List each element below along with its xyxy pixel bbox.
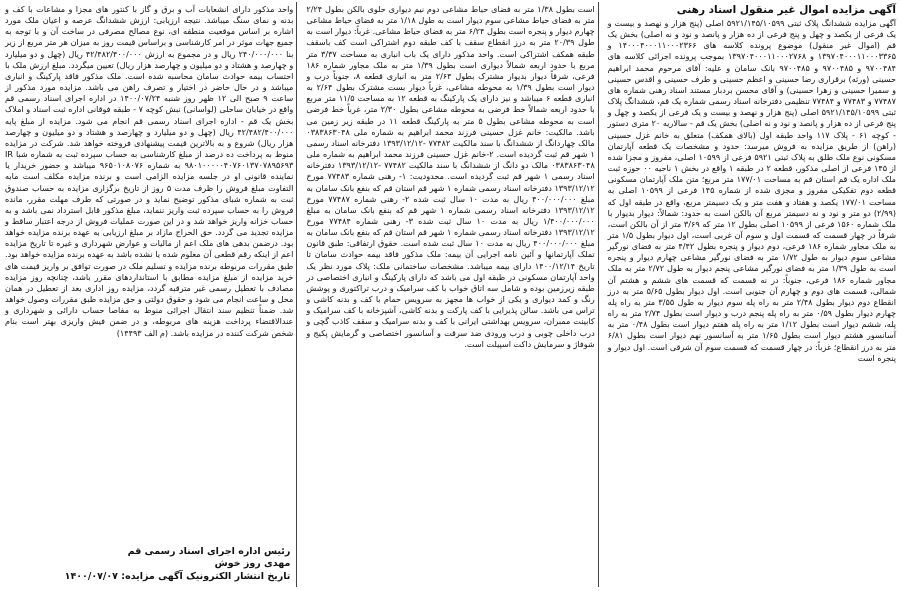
signatory-name: مهدی روز خوش <box>214 558 291 569</box>
notice-column-right <box>605 2 899 587</box>
notice-column-1-text: آگهی مزایده ششدانگ پلاک ثبتی ۵۹۲۱/۱۴۵/۱۰۵۹۹ اصلی (پنج هزار و نهصد و بیست و یک فرعی از یکصد و چهل و پنج فرعی از ده هزار و پانصد و نود و نه اصلی) بخش یک قم (اموال غیر منقول) موضوع پرونده کلاسه های ۱۴۰۰۰۴۰۰۰۱۱۰۰۰۲۳۶۶ و ۱۳۹۷۰۴۰۰۰۱۱۰۰۰۳۳۶۵ و ۱۳۹۷۰۴۰۰۰۱۱۰۰۰۲۷۶۸ بموجب پرونده اجرائی کلاسه های ۹۷۰۰۴۸۴ و ۹۷۰۰۴۸۵ و ۹۷۰۰۴۸۵ بانک سامان و علیه: آقای مرحوم محمد ابراهیم حسینی (ورثه) برقراری رضا حسینی و اعظم حسینی و طرف حسینی و اقدس حسینی و سمیرا حسینی و زهرا حسینی) و آقای محسن بردبار مستند اسناد رهنی شماره های ۷۷۴۸۷ و ۷۷۴۸۳ و ۷۷۴۸۴ تنظیمی دفترخانه اسناد رسمی شماره یک قم، ششدانگ پلاک ثبتی ۵۹۲۱/۱۴۵/۱۰۵۹۹ اصلی (پنج هزار و نهصد و بیست و یک فرعی از یکصد و چهل و پنج فرعی از ده هزار و پانصد و نود و نه اصلی) بخش یک قم - سالاریه ۲۰ متری دستور - کوچه ۶۱ - پلاک ۱۱۷ واحد طبقه اول (بالای همکف) متعلق به خانم غزل حسینی (راهن) از طریق مزایده به فروش میرسد: حدود و مشخصات یک قطعه آپارتمان مسکونی نوع ملک طلق به پلاک ثبتی ۵۹۲۱ فرعی از ۱۰۵۹۹ اصلی، مفروز و مجزا شده از ۱۴۵ فرعی از اصلی مذکور، قطعه ۲ در طبقه ۱ واقع در بخش ۱ ناحیه ۰۰ حوزه ثبت ملک اداره یک قم استان قم به مساحت ۱۷۷/۰۱ متر مربع؛ متن ملک آپارتمان مسکونی قطعه دوم تفکیکی مفروز و مجزی شده از شماره ۱۴۵ فرعی از ۱۰۵۹۹ اصلی به مساحت ۱۷۷/۰۱ یکصد و هفتاد و هفت متر و یک دسیمتر مربع، واقع در طبقه اول که (۲/۹۹) دو متر و نود و نه دسیمتر مربع آن بالکن است به حدود: شمالاً: دیوار بدیوار با ملک شماره ۱۵۶۰ فرعی از ۱۰۵۹۹ اصلی بطول ۱۲ متر که ۳/۶۹ متر از آن بالکن است، شرقاً در چهار قسمت که قسمت اول و سوم آن غربی است، اول دیوار بطول ۱/۵ متر به ملک مجاور شماره ۱۸۶ فرعی، دوم دیوار و پنجره بطول ۴/۴۲ متر به فضای نورگیر مشاعی سوم دیوار به طول ۱/۷۲ متر به فضای نورگیر مشاعی چهارم دیوار و پنجره است به طول ۱/۳۹ متر به فضای نورگیر مشاعی پنجم دیوار به طول ۲/۷۲ متر به ملک مجاور شماره ۱۸۶ فرعی، جنوباً: در نه قسمت که قسمت های ششم و هشتم آن شمالی، قسمت های دوم و چهارم آن جنوبی است. اول دیوار بطول ۵/۶۵ متر به درز انقطاع دوم دیوار بطول ۲/۴۸ متر به راه پله سوم دیوار به طول ۳/۵۵ متر به راه پله چهارم دیوار بطول ۰/۵۹ متر به راه پله پنجم درب و دیوار است بطول ۲/۷۴ متر به راه پله، ششم دیوار است بطول ۱/۱۲ متر به راه پله هفتم دیوار است بطول ۰/۴۸ متر به آسانسور هشتم دیوار است بطول ۱/۶۵ متر به آسانسور نهم دیوار است بطول ۶/۸۱ متر به درز انقطاع؛ غرباً: در چهار قسمت که قسمت سوم آن شرقی است. اول دیوار و پنجره است <box>607 18 897 363</box>
publication-date: تاریخ انتشار الکترونیک آگهی مزایده: ۱۴۰۰/۰۷/۰۷ <box>64 570 291 582</box>
notice-column-3-text: واحد مذکور دارای انشعابات آب و برق و گاز با کنتور های مجزا و مشاعات با کف و بدنه و نمای سنگ میباشد. نتیجه ارزیابی: ارزش ششدانگ عرصه و اعیان ملک مورد اشاره بر اساس موقعیت منطقه ای، نوع مصالح مصرفی در ساخت آن و با توجه به جمیع جهات موثر در امر کارشناسی و براساس قیمت روز به میزان هر متر مربع از زیر بنا ۲۴۰/۰۰۰/۰۰۰ ریال و در مجموع به ارزش ۴۲/۴۸۲/۴۰۰/۰۰۰ ریال (چهل و دو میلیارد و چهارصد و هشتاد و دو میلیون و چهارصد هزار ریال) تعیین میگردد. مبلغ ارزش ملک با احتساب بیمه حوادث سامان محاسبه شده است. ملک مذکور فاقد پارکینگ و انباری میباشد و در حال حاضر در اختیار و تصرف راهن می باشد. مزایده مورد مذکور از ساعت ۹ صبح الی ۱۲ ظهر روز شنبه ۱۴۰۰/۰۷/۲۴ در اداره اجرای اسناد رسمی قم واقع در خیابان ساحلی (لواسانی) نبش کوچه ۷ - طبقه فوقانی اداره ثبت اسناد و املاک بخش یک قم - اداره اجرای اسناد رسمی قم انجام می شود. مزایده از مبلغ پایه ۴۲/۴۸۲/۴۰۰/۰۰۰ ریال (چهل و دو میلیارد و چهارصد و هشتاد و دو میلیون و چهارصد هزار ریال) شروع و به بالاترین قیمت پیشنهادی فروخته خواهد شد. شرکت در مزایده منوط به پرداخت ده درصد از مبلغ کارشناسی به حساب سپرده ثبت به شماره شبا IR ۹۸۰۱۰۰۰۰۰۴۰۷۶۰۱۳۷۰۷۸۹۵۶۹۳ به شماره ۹۶۵۰۱۰۸۰۷۶ میباشد و حضور خریدار یا نماینده قانونی او در جلسه مزایده الزامی است و برنده مزایده مکلف است مابه التفاوت مبلغ فروش را ظرف مدت ۵ روز از تاریخ برگزاری مزایده به حساب صندوق ثبت به شماره شبای مذکور توضیح نماید و در صورتی که طرف مهلت مقرر، مانده فروش را به حساب سپرده ثبت واریز ننماید، مبلغ مذکور قابل استرداد نمی باشد و به حساب خزانه واریز خواهد شد و در این صورت عملیات فروش از درجه اعتبار ساقط و مزایده تجدید می گردد. حق الحراج مازاد بر مبلغ ارزیابی به عهده برنده مزایده خواهد بود. درضمن بدهی های ملک اعم از مالیات و عوارض شهرداری و غیره تا تاریخ مزایده اعم از اینکه رقم قطعی آن معلوم شده یا نشده باشد به عهده برنده مزایده خواهد بود. طبق مقررات مربوطه برنده مزایده و تسلیم ملک در صورت توافق بر واریز قیمت های خرید مزایده از مبلغ مزایده مطابق با استانداردهای مقرر باشد، چنانچه روز مزایده مصادف با تعطیل رسمی غیر مترقبه گردد، مزایده روز اداری بعد از تعطیل در همان محل و ساعت انجام می شود و حقوق دولتی و حق مزایده طبق مقررات وصول خواهد شد. ضمناً تنظیم سند انتقال اجرائی منوط به مفاصا حساب دارائی و شهرداری و عندالاقتضاء پرداخت هزینه های مربوطه، و در ضمن فیش واریزی بهتر است بنام شخص شرکت کننده در مزایده باشد. (م الف ۱۴۴۹۳) <box>5 4 294 338</box>
legal-notice-page <box>2 2 899 587</box>
notice-signature-block <box>8 546 290 584</box>
notice-column-left <box>2 2 297 587</box>
signatory-title: رئیس اداره اجرای اسناد رسمی قم <box>127 545 291 557</box>
notice-column-middle <box>303 2 598 587</box>
notice-title: آگهی مزایده اموال غیر منقول اسناد رهنی <box>676 4 896 16</box>
notice-column-2-text: است بطول ۱/۳۸ متر به فضای حیاط مشاعی دوم نیم دیواری حلوی بالکن بطول ۲/۲۴ متر به فضای حیاط مشاعی سوم دیوار است به طول ۱/۱۸ متر به فضای حیاط مشاعی چهارم دیوار و پنجره است بطول ۶/۲۴ متر به فضای حیاط مشاعی. غرباً: دیوار است به طول ۲۰/۳۹ متر به درز انقطاع سقف با کف طبقه دوم اشتراکی است کف باسقف طبقه همکف اشتراکی است. واحد مذکور دارای یک باب انباری به مساحت ۳/۳۷ متر مربع با حدود اربعه شمالاً دیواری است بطول ۱/۳۹ متر به ملک مجاور شماره ۱۸۶ فرعی، شرقاً دیوار بدیوار مشترک بطول ۲/۶۴ متر به انباری قطعه ۸، جنوباً درب و دیوار است بطول ۱/۳۹ به محوطه مشاعی، غرباً دیوار بست مشترک بطول ۲/۶۴ به انباری قطعه ۶ میباشد و نیز دارای یک پارکینگ به قطعه ۱۲ به مساحت ۱۱/۵ متر مربع با حدود اربعه شمالاً خط فرضی به محوطه مشاعی بطول ۲/۳۰ متر، غرباً خط فرضی است به محوطه مشاعی بطول ۵ متر به پارکینگ قطعه ۱۱ در طبقه زیر زمین می باشد. مالکیت: خانم غزل حسینی فرزند محمد ابراهیم به شماره ملی ۰۳۸۳۸۶۳۰۴۸ مالک چهاردانگ از ششدانگ با سند مالکیت ۷۷۴۸۲ -۱۳۹۳/۱۲/۱۲ دفترخانه اسناد رسمی ۱ شهر قم ثبت گردیده است. ۲-خانم غزل حسینی فرزند محمد ابراهیم به شماره ملی ۰۳۸۳۸۶۳۰۴۸ مالک دو دانگ از ششدانگ با سند مالکیت ۷۷۴۸۲ -۱۳۹۳/۱۲/۱۲ دفترخانه اسناد رسمی ۱ شهر قم ثبت گردیده است. محدودیت: ۱- رهنی شماره ۷۷۴۸۳ مورخ ۱۳۹۳/۱۲/۱۲ دفترخانه اسناد رسمی شماره ۱ شهر قم استان قم که بنفع بانک سامان به مبلغ ۴۰۰/۰۰۰/۰۰۰ ریال به مدت ۱۰ سال ثبت شده ۲- رهنی شماره ۷۷۴۸۷ مورخ ۱۳۹۳/۱۲/۱۲ دفترخانه اسناد رسمی شماره ۱ شهر قم که بنفع بانک سامان به مبلغ ۱/۴۰۰/۰۰۰/۰۰۰ ریال به مدت ۱۰ سال ثبت شده ۳- رهنی شماره ۷۷۴۸۴ مورخ ۱۳۹۳/۱۲/۱۲ دفترخانه اسناد رسمی شماره ۱ شهر قم استان قم که بنفع بانک سامان به مبلغ ۴۰۰/۰۰۰/۰۰۰ ریال به مدت ۱۰ سال ثبت شده است. حقوق ارتفاقی: طبق قانون تملک آپارتمانها و آئین نامه اجرایی آن بیمه: ملک مذکور فاقد بیمه حوادث سامان تا تاریخ ۱۴۰۰/۱۲/۱۴ دارای بیمه میباشد. مشخصات ساختمانی ملک: پلاک مورد نظر یک واحد آپارتمان مسکونی در طبقه اول می باشد که دارای پارکینگ و انباری اختصاصی در طبقه زیرزمین بوده و شامل سه اتاق خواب با کف سرامیک و درب تراکتوری و پوشش رنگ و کمد دیواری و یکی از خواب ها مجهز به سرویس حمام با کف و بدنه کاشی و تراس می باشد. سالن پذیرایی با کف پارکت و بدنه کاشی، آشپزخانه با کف سرامیک و کابینت ممبران، سرویس بهداشتی ایرانی با کف و بدنه سرامیک و سقف کاذب گچی و درب داخلی چوبی و درب ورودی ضد سرقت و آسانسور اختصاصی و گرمایش پکیج و شوفاژ و سرمایش داکت اسپیلت است. <box>306 4 595 349</box>
